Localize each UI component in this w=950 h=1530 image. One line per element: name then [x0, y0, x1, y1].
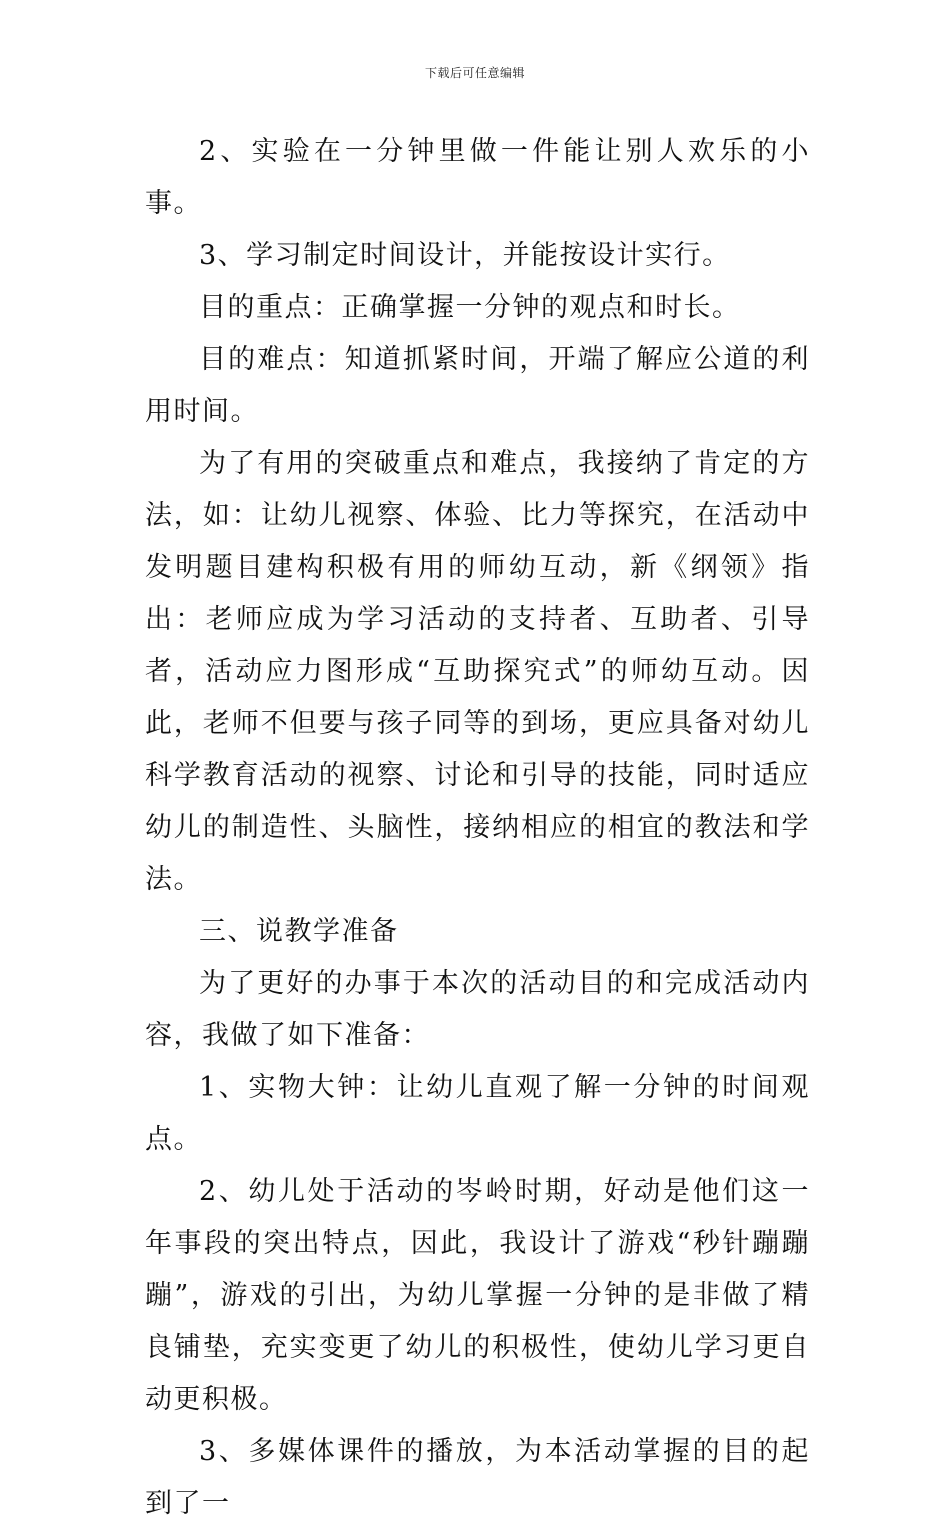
paragraph: 目的难点：知道抓紧时间，开端了解应公道的利用时间。 — [145, 344, 810, 427]
section-heading: 三、说教学准备 — [199, 916, 399, 947]
paragraph: 为了有用的突破重点和难点，我接纳了肯定的方法，如：让幼儿视察、体验、比力等探究，在活动中发明题目建构积极有用的师幼互动，新《纲领》指出：老师应成为学习活动的支持者、互助者、引导者，活动应力图形成“互助探究式”的师幼互动。因此，老师不但要与孩子同等的到场，更应具备对幼儿科学教育活动的视察、讨论和引导的技能，同时适应幼儿的制造性、头脑性，接纳相应的相宜的教法和学法。 — [145, 448, 810, 895]
paragraph: 1、实物大钟：让幼儿直观了解一分钟的时间观点。 — [145, 1072, 810, 1155]
document-body — [145, 126, 810, 1530]
paragraph: 3、多媒体课件的播放，为本活动掌握的目的起到了一 — [145, 1436, 810, 1519]
paragraph: 3、学习制定时间设计，并能按设计实行。 — [199, 240, 731, 271]
paragraph: 为了更好的办事于本次的活动目的和完成活动内容，我做了如下准备： — [145, 968, 810, 1051]
paragraph: 2、幼儿处于活动的岑岭时期，好动是他们这一年事段的突出特点，因此，我设计了游戏“秒针蹦蹦蹦”，游戏的引出，为幼儿掌握一分钟的是非做了精良铺垫，充实变更了幼儿的积极性，使幼儿学习更自动更积极。 — [145, 1176, 810, 1415]
header-note: 下载后可任意编辑 — [424, 66, 525, 80]
paragraph: 目的重点：正确掌握一分钟的观点和时长。 — [199, 292, 741, 323]
paragraph: 2、实验在一分钟里做一件能让别人欢乐的小事。 — [145, 136, 810, 219]
